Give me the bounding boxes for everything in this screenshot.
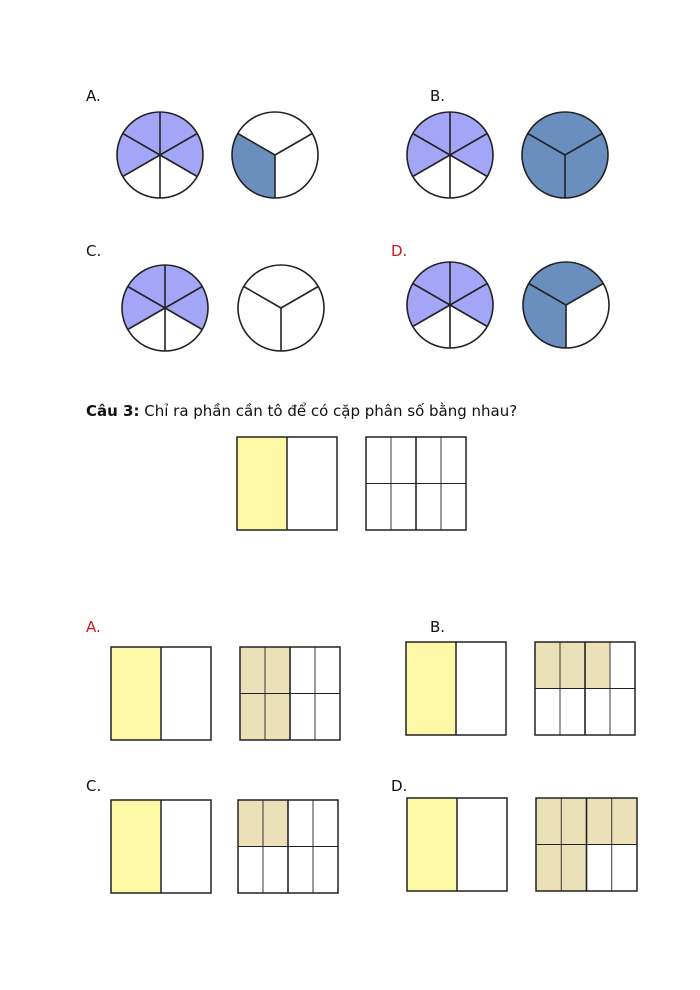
rect-halves-shaded-half	[111, 800, 161, 893]
question-number: Câu 3:	[86, 402, 140, 420]
rect-eighths-shaded-cell	[560, 642, 585, 689]
rect-eighths-shaded-cell	[535, 642, 560, 689]
rect-eighths-shaded-cell	[238, 800, 263, 847]
rect-halves-shaded-half	[407, 798, 457, 891]
rect-option-c-figure	[110, 799, 342, 895]
rect-eighths-shaded-cell	[265, 647, 290, 694]
pie-thirds-divider	[275, 134, 312, 156]
option-label-rect-c: C.	[86, 777, 102, 795]
rect-halves-shaded-half	[111, 647, 161, 740]
question-figure	[236, 436, 468, 532]
rect-eighths-shaded-cell	[561, 845, 586, 892]
pie-option-c-figure	[115, 258, 335, 363]
rect-option-d-figure	[406, 797, 640, 893]
option-label-pie-a: A.	[86, 87, 101, 105]
pie-option-b-figure	[400, 105, 620, 210]
rect-option-b-figure	[405, 641, 637, 737]
rect-eighths-shaded-cell	[240, 694, 265, 741]
option-label-pie-d: D.	[391, 242, 408, 260]
rect-eighths-shaded-cell	[587, 798, 612, 845]
pie-option-d-figure	[400, 255, 620, 360]
rect-eighths-shaded-cell	[240, 647, 265, 694]
rect-eighths-shaded-cell	[561, 798, 586, 845]
option-label-pie-b: B.	[430, 87, 446, 105]
pie-option-a-figure	[110, 105, 330, 210]
rect-eighths-shaded-cell	[585, 642, 610, 689]
rect-eighths-shaded-cell	[263, 800, 288, 847]
rect-option-a-figure	[110, 646, 342, 742]
question-text: Chỉ ra phần cần tô để có cặp phân số bằng nhau?	[139, 402, 518, 420]
option-label-rect-a: A.	[86, 618, 101, 636]
rect-eighths-shaded-cell	[536, 798, 561, 845]
rect-eighths-shaded-cell	[536, 845, 561, 892]
rect-halves-shaded-half	[237, 437, 287, 530]
option-label-rect-b: B.	[430, 618, 446, 636]
pie-thirds-divider	[281, 287, 318, 309]
option-label-pie-c: C.	[86, 242, 102, 260]
rect-eighths-shaded-cell	[612, 798, 637, 845]
rect-eighths-shaded-cell	[265, 694, 290, 741]
pie-thirds-divider	[244, 287, 281, 309]
option-label-rect-d: D.	[391, 777, 408, 795]
question-3	[86, 401, 517, 421]
rect-halves-shaded-half	[406, 642, 456, 735]
